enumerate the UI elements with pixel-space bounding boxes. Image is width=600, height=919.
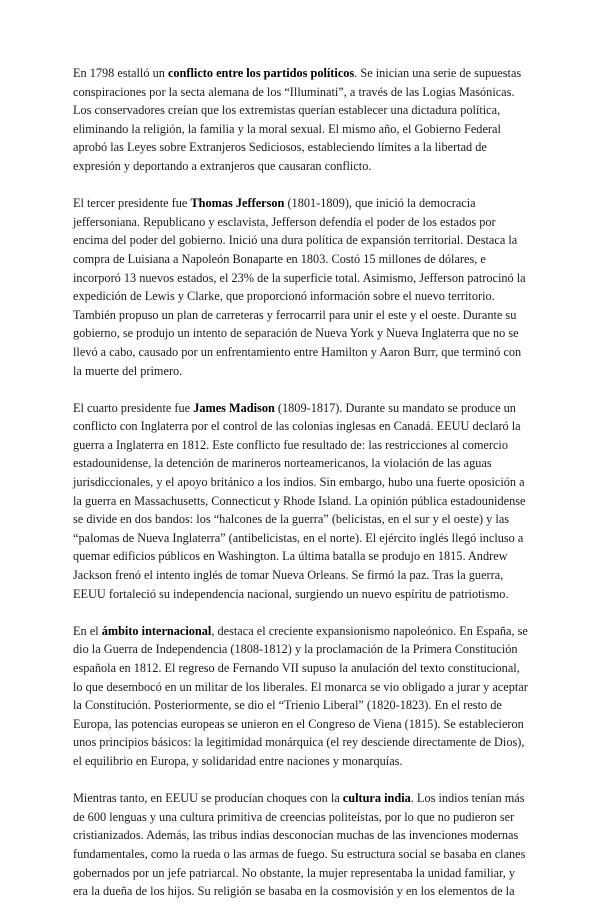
paragraph-james-madison <box>73 399 528 604</box>
text-segment: Mientras tanto, en EEUU se producían choques con la <box>73 791 343 806</box>
text-segment: (1801-1809), que inició la democracia jeffersoniana. Republicano y esclavista, Jefferson defendía el poder de los estados por encima del poder del gobierno. Inició una dura política de expansión territorial. Destaca la compra de Luisiana a Napoleón Bonaparte en 1803. Costó 15 millones de dólares, e incorporó 13 nuevos estados, el 23% de la superficie total. Asimismo, Jefferson patrocinó la expedición de Lewis y Clarke, que proporcionó información sobre el nuevo territorio. También propuso un plan de carreteras y ferrocarril para unir el este y el oeste. Durante su gobierno, se produjo un intento de separación de Nueva York y Nueva Inglaterra que no se llevó a cabo, causado por un enfrentamiento entre Hamilton y Aaron Burr, que terminó con la muerte del primero. <box>73 196 526 378</box>
text-segment: . Los indios tenían más de 600 lenguas y una cultura primitiva de creencias politeístas, por lo que no pudieron ser cristianizados. Además, las tribus indias desconocían muchas de las invenciones modernas fundamentales, como la rueda o las armas de fuego. Su estructura social se basaba en clanes gobernados por un jefe patriarcal. No obstante, la mujer representaba la unidad familiar, y era la dueña de los hijos. Su religión se basaba en la cosmovisión y en los elementos de la <box>73 791 526 899</box>
text-segment: . Se inician una serie de supuestas conspiraciones por la secta alemana de los “Illuminati”, a través de las Logias Masónicas. Los conservadores creían que los extremistas querían establecer una dictadura política, eliminando la religión, la familia y la moral sexual. El mismo año, el Gobierno Federal aprobó las Leyes sobre Extranjeros Sediciosos, estableciendo límites a la libertad de expresión y deportando a extranjeros que causaran conflicto. <box>73 66 522 173</box>
paragraph-cultura-india <box>73 789 528 901</box>
document-body <box>73 64 528 919</box>
text-segment: El tercer presidente fue <box>73 196 191 211</box>
paragraph-thomas-jefferson <box>73 194 528 380</box>
text-segment: En el <box>73 623 102 638</box>
paragraph-partidos-politicos <box>73 64 528 176</box>
text-segment: , destaca el creciente expansionismo napoleónico. En España, se dio la Guerra de Independencia (1808-1812) y la proclamación de la Primera Constitución española en 1812. El regreso de Fernando VII supuso la anulación del texto constitucional, lo que desembocó en un militar de los liberales. El monarca se vio obligado a jurar y aceptar la Constitución. Posteriormente, se dio el “Trienio Liberal” (1820-1823). En el resto de Europa, las potencias europeas se unieron en el Congreso de Viena (1815). Se establecieron unos principios básicos: la legitimidad monárquica (el rey desciende directamente de Dios), el equilibrio en Europa, y solidaridad entre naciones y monarquías. <box>73 623 528 768</box>
paragraph-ambito-internacional <box>73 622 528 771</box>
bold-term-cultura-india: cultura india <box>342 791 411 806</box>
text-segment: En 1798 estalló un <box>73 66 168 80</box>
bold-term-ambito-internacional: ámbito internacional <box>101 623 212 638</box>
text-segment: El cuarto presidente fue <box>73 400 194 415</box>
bold-term-james-madison: James Madison <box>193 400 275 415</box>
text-segment: (1809-1817). Durante su mandato se produce un conflicto con Inglaterra por el control de las colonias inglesas en Canadá. EEUU declaró la guerra a Inglaterra en 1812. Este conflicto fue resultado de: las restricciones al comercio estadounidense, la detención de marineros norteamericanos, la violación de las aguas jurisdiccionales, y el apoyo británico a los indios. Sin embargo, hubo una fuerte oposición a la guerra en Massachusetts, Connecticut y Rhode Island. La opinión pública estadounidense se divide en dos bandos: los “halcones de la guerra” (belicistas, en el sur y el oeste) y las “palomas de Nueva Inglaterra” (antibelicistas, en el norte). El ejército inglés llegó incluso a quemar edificios públicos en Washington. La última batalla se produjo en 1815. Andrew Jackson frenó el intento inglés de tomar Nueva Orleans. Se firmó la paz. Tras la guerra, EEUU fortaleció su independencia nacional, surgiendo un nuevo espíritu de patriotismo. <box>73 400 526 601</box>
bold-term-thomas-jefferson: Thomas Jefferson <box>190 196 285 211</box>
bold-term-conflicto-partidos: conflicto entre los partidos políticos <box>167 66 355 80</box>
